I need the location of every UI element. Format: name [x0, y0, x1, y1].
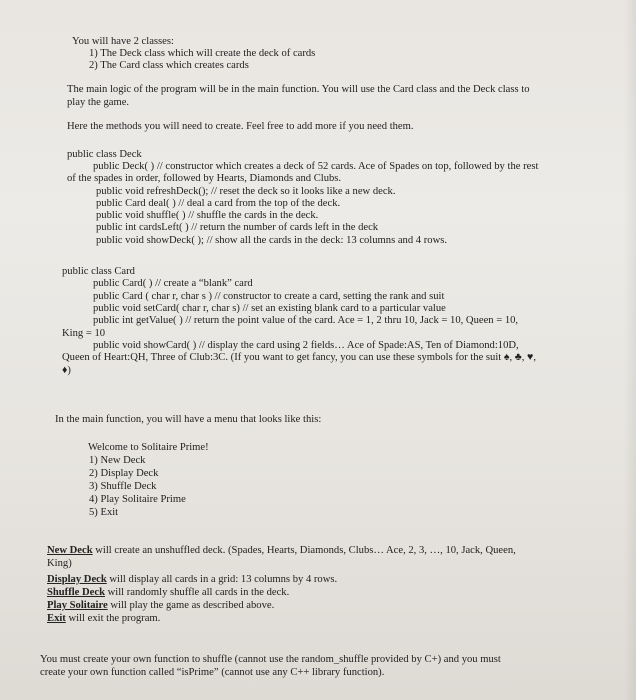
card-setcard-method: public void setCard( char r, char s) // set an existing blank card to a particular value: [93, 303, 446, 314]
card-class-header: public class Card: [62, 266, 135, 277]
intro-line: You will have 2 classes:: [72, 36, 174, 47]
deck-deal-method: public Card deal( ) // deal a card from the top of the deck.: [96, 198, 341, 209]
display-deck-description: [47, 574, 337, 587]
shuffle-deck-text: will randomly shuffle all cards in the deck.: [104, 587, 290, 598]
menu-item-display-deck: 2) Display Deck: [89, 468, 159, 479]
card-ctor-blank: public Card( ) // create a “blank” card: [93, 278, 253, 289]
methods-intro: Here the methods you will need to create. Feel free to add more if you need them.: [67, 121, 414, 132]
deck-class-header: public class Deck: [67, 149, 142, 160]
closing-line-2: create your own function called “isPrime” (cannot use any C++ library function).: [40, 667, 385, 678]
menu-item-exit: 5) Exit: [89, 507, 119, 518]
shuffle-deck-description: [47, 587, 289, 600]
new-deck-description: [47, 545, 516, 558]
deck-shuffle-method: public void shuffle( ) // shuffle the cards in the deck.: [96, 210, 319, 221]
closing-line-1: You must create your own function to shuffle (cannot use the random_shuffle provided by C+) and you must: [40, 654, 501, 665]
new-deck-term: New Deck: [47, 545, 93, 556]
menu-item-new-deck: 1) New Deck: [89, 455, 146, 466]
deck-showdeck-method: public void showDeck( ); // show all the cards in the deck: 13 columns and 4 rows.: [96, 235, 447, 246]
class-list-item-1: 1) The Deck class which will create the deck of cards: [89, 48, 316, 59]
card-showcard-line-3: ♦): [62, 365, 71, 376]
card-getvalue-line-2: King = 10: [62, 328, 106, 339]
deck-ctor-line-1: public Deck( ) // constructor which creates a deck of 52 cards. Ace of Spades on top, followed by the rest: [93, 161, 539, 172]
deck-ctor-line-2: of the spades in order, followed by Hearts, Diamonds and Clubs.: [67, 173, 342, 184]
card-ctor-rank-suit: public Card ( char r, char s ) // constructor to create a card, setting the rank and suit: [93, 291, 445, 302]
exit-term: Exit: [47, 613, 66, 624]
play-solitaire-description: [47, 600, 274, 613]
new-deck-continuation: King): [47, 558, 72, 569]
card-getvalue-line-1: public int getValue( ) // return the point value of the card. Ace = 1, 2 thru 10, Jack = 10, Queen = 10,: [93, 315, 519, 326]
menu-item-play-solitaire: 4) Play Solitaire Prime: [89, 494, 186, 505]
menu-item-shuffle-deck: 3) Shuffle Deck: [89, 481, 157, 492]
deck-cardsleft-method: public int cardsLeft( ) // return the number of cards left in the deck: [96, 222, 379, 233]
main-logic-line-2: play the game.: [67, 97, 130, 108]
main-logic-line-1: The main logic of the program will be in the main function. You will use the Card class and the Deck class to: [67, 84, 530, 95]
display-deck-text: will display all cards in a grid: 13 columns by 4 rows.: [106, 574, 338, 585]
card-showcard-line-1: public void showCard( ) // display the card using 2 fields… Ace of Spade:AS, Ten of Diamond:10D,: [93, 340, 519, 351]
display-deck-term: Display Deck: [47, 574, 107, 585]
deck-refresh-method: public void refreshDeck(); // reset the deck so it looks like a new deck.: [96, 186, 396, 197]
menu-title: Welcome to Solitaire Prime!: [88, 442, 209, 453]
shuffle-deck-term: Shuffle Deck: [47, 587, 105, 598]
card-showcard-line-2: Queen of Heart:QH, Three of Club:3C. (If you want to get fancy, you can use these symbols for the suit ♠, ♣, ♥,: [62, 352, 536, 363]
play-solitaire-text: will play the game as described above.: [107, 600, 275, 611]
new-deck-text: will create an unshuffled deck. (Spades, Hearts, Diamonds, Clubs… Ace, 2, 3, …, 10, Jack, Queen,: [92, 545, 516, 556]
play-solitaire-term: Play Solitaire: [47, 600, 108, 611]
exit-description: [47, 613, 160, 626]
exit-text: will exit the program.: [65, 613, 161, 624]
menu-intro: In the main function, you will have a menu that looks like this:: [55, 414, 322, 425]
class-list-item-2: 2) The Card class which creates cards: [89, 60, 249, 71]
